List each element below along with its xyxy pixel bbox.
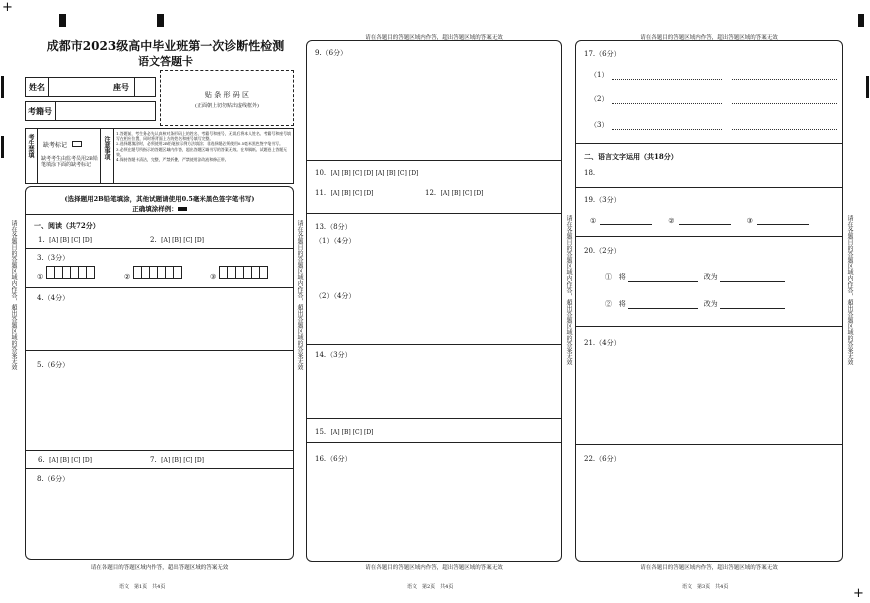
seat-field[interactable] bbox=[134, 77, 156, 97]
q17-item-3[interactable]: （3） bbox=[590, 120, 837, 130]
positioning-mark bbox=[1, 76, 4, 98]
q20-row-2[interactable]: ② 将 改为 bbox=[605, 299, 785, 309]
q9-answer-area[interactable] bbox=[308, 42, 560, 158]
page3-footer: 语文 第3页 共4页 bbox=[682, 584, 729, 590]
barcode-title: 贴 条 形 码 区 bbox=[205, 91, 249, 99]
positioning-mark bbox=[866, 76, 869, 98]
missing-exam-checkbox[interactable] bbox=[72, 141, 82, 147]
positioning-mark bbox=[1, 136, 4, 158]
positioning-mark bbox=[59, 14, 66, 27]
missing-exam-note: 缺考考生由监考员用2B铅笔填涂下面的缺考标记 bbox=[41, 156, 98, 168]
q18-label: 18. bbox=[584, 169, 596, 177]
q8-label: 8.（6分） bbox=[37, 475, 70, 483]
name-label: 姓名 bbox=[29, 82, 45, 92]
filled-mark-icon bbox=[178, 207, 187, 211]
q3-label: 3.（3分） bbox=[37, 254, 70, 262]
q3-answer-1[interactable]: ① bbox=[37, 266, 94, 281]
q5-label: 5.（6分） bbox=[37, 361, 70, 369]
q22-label: 22.（6分） bbox=[584, 455, 621, 463]
q20-label: 20.（2分） bbox=[584, 247, 621, 255]
exam-number-label: 考籍号 bbox=[28, 106, 52, 116]
q13-part1-label: （1）（4分） bbox=[315, 237, 356, 245]
q18-answer-area[interactable] bbox=[600, 165, 840, 183]
q8-answer-area[interactable] bbox=[26, 469, 293, 557]
q7-options[interactable]: 7. [A] [B] [C] [D] bbox=[150, 456, 205, 464]
notes-list bbox=[116, 131, 292, 162]
note-item: 2.选择题填涂时，必须使用2B铅笔按示例方法填涂；非选择题必须使用0.5毫米黑色签字笔书写。 bbox=[116, 141, 283, 147]
barcode-note: (正面朝上切勿贴出虚线框外) bbox=[195, 103, 259, 109]
crosshair-mark-bottom-right: + bbox=[853, 586, 864, 601]
q21-label: 21.（4分） bbox=[584, 339, 621, 347]
q17-item-2[interactable]: （2） bbox=[590, 94, 837, 104]
q15-options[interactable]: 15. [A] [B] [C] [D] bbox=[315, 428, 374, 436]
top-warning-page3: 请在各题目的答题区域内作答，超出答题区域的答案无效 bbox=[640, 35, 778, 41]
q10-options[interactable]: 10. [A] [B] [C] [D] [A] [B] [C] [D] bbox=[315, 169, 419, 177]
q11-options[interactable]: 11. [A] [B] [C] [D] bbox=[315, 189, 374, 197]
q21-answer-area[interactable] bbox=[577, 350, 841, 442]
q3-answer-3[interactable]: ③ bbox=[210, 266, 267, 281]
side-warning-right: 请在各题目的答题区域内作答，超出答题区域的答案无效 bbox=[846, 215, 853, 365]
q17-item-1[interactable]: （1） bbox=[590, 70, 837, 80]
q14-answer-area[interactable] bbox=[308, 360, 560, 416]
side-warning-page2-right: 请在各题目的答题区域内作答，超出答题区域的答案无效 bbox=[565, 215, 572, 365]
bottom-warning-page3: 请在各题目的答题区域内作答，超出答题区域的答案无效 bbox=[640, 565, 778, 571]
seat-label: 座号 bbox=[113, 82, 129, 92]
q4-answer-area[interactable] bbox=[26, 288, 293, 349]
notes-label: 注意事项 bbox=[103, 136, 110, 160]
q1-options[interactable]: 1. [A] [B] [C] [D] bbox=[38, 236, 93, 244]
section-reading-title: 一、阅读（共72分） bbox=[34, 221, 100, 230]
note-item: 4.保持答题卡清洁，完整，严禁折叠，严禁使用涂改液和修正带。 bbox=[116, 157, 229, 163]
q2-options[interactable]: 2. [A] [B] [C] [D] bbox=[150, 236, 205, 244]
bottom-warning-page1: 请在各题目的答题区域内作答，超出答题区域的答案无效 bbox=[90, 565, 229, 571]
exam-subtitle: 语文答题卡 bbox=[138, 55, 193, 68]
candidate-status-label: 考生禁填 bbox=[27, 134, 34, 158]
side-warning-left: 请在各题目的答题区域内作答，超出答题区域的答案无效 bbox=[10, 220, 17, 370]
crosshair-mark-top-left: + bbox=[2, 0, 13, 15]
note-item: 3.必须在题号所指示的答题区域内作答，超出答题区域书写的答案无效。在草稿纸、试题卷上答题无效。 bbox=[116, 146, 288, 157]
fill-example: 正确填涂样例： bbox=[25, 204, 294, 213]
page1-footer: 语文 第1页 共4页 bbox=[119, 584, 166, 590]
q4-label: 4.（4分） bbox=[37, 294, 70, 302]
q13-part2-label: （2）（4分） bbox=[315, 292, 356, 300]
note-item: 1.答题前，考生务必先认真核对条形码上的姓名、考籍号和座号，无误后将本人姓名、考籍号和座号填写在相应位置，同时将背面上方的姓名和座号填写完整。 bbox=[116, 131, 291, 142]
q14-label: 14.（3分） bbox=[315, 351, 352, 359]
top-warning-page2: 请在各题目的答题区域内作答，超出答题区域的答案无效 bbox=[365, 35, 503, 41]
positioning-mark bbox=[858, 14, 864, 27]
q22-answer-area[interactable] bbox=[577, 466, 841, 558]
q19-blanks[interactable]: ① ② ③ bbox=[590, 217, 809, 225]
q12-options[interactable]: 12. [A] [B] [C] [D] bbox=[425, 189, 484, 197]
q16-answer-area[interactable] bbox=[308, 466, 560, 558]
page2-footer: 语文 第2页 共4页 bbox=[407, 584, 454, 590]
q5-answer-area[interactable] bbox=[26, 351, 293, 449]
bottom-warning-page2: 请在各题目的答题区域内作答，超出答题区域的答案无效 bbox=[365, 565, 503, 571]
q13-answer-area[interactable] bbox=[308, 246, 560, 342]
fill-instruction: (选择题用2B铅笔填涂，其他试题请使用0.5毫米黑色签字笔书写) bbox=[64, 195, 255, 203]
q3-answer-2[interactable]: ② bbox=[124, 266, 181, 281]
q6-options[interactable]: 6. [A] [B] [C] [D] bbox=[38, 456, 93, 464]
q19-label: 19.（3分） bbox=[584, 196, 621, 204]
missing-exam-mark-label: 缺考标记 bbox=[43, 140, 82, 149]
positioning-mark bbox=[157, 14, 164, 27]
q20-row-1[interactable]: ① 将 改为 bbox=[605, 272, 785, 282]
exam-title: 成都市2023级高中毕业班第一次诊断性检测 bbox=[46, 39, 285, 53]
side-warning-page1-right: 请在各题目的答题区域内作答，超出答题区域的答案无效 bbox=[296, 220, 303, 370]
q16-label: 16.（6分） bbox=[315, 455, 352, 463]
section-language-title: 二、语言文字运用（共18分） bbox=[584, 152, 678, 161]
q9-label: 9.（6分） bbox=[315, 49, 348, 57]
q13-label: 13.（8分） bbox=[315, 223, 352, 231]
q17-label: 17.（6分） bbox=[584, 50, 621, 58]
